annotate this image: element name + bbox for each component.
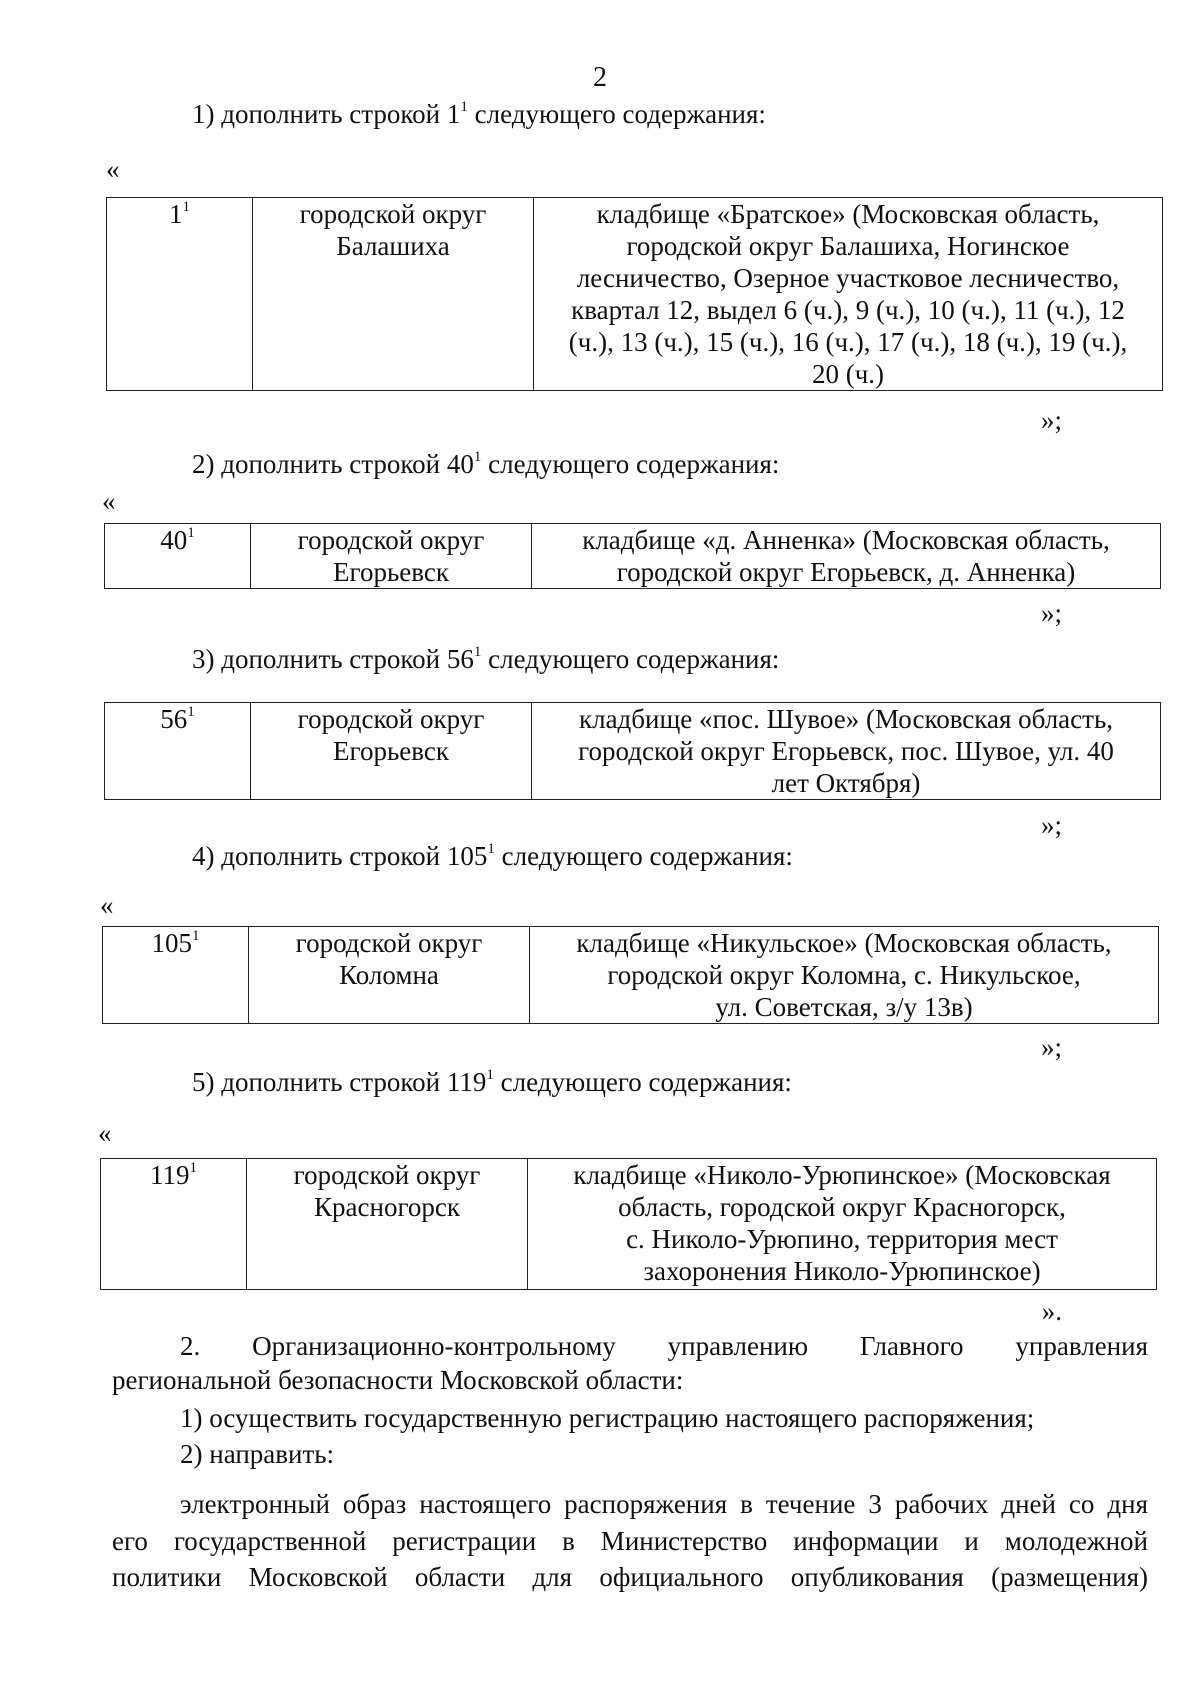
section-2-paragraph-line3: политики Московской области для официального опубликования (размещения) bbox=[112, 1562, 1148, 1592]
district-cell: городской округ Егорьевск bbox=[251, 524, 532, 589]
district-cell: городской округ Коломна bbox=[249, 927, 530, 1024]
item-2-open-quote: « bbox=[102, 486, 116, 516]
item-3-table bbox=[104, 702, 1161, 800]
item-5-intro: 5) дополнить строкой $119^1$ следующего содержания: bbox=[192, 1067, 792, 1097]
section-2-sub1: 1) осуществить государственную регистрацию настоящего распоряжения; bbox=[180, 1403, 1035, 1433]
item-1-close-quote: »; bbox=[1040, 405, 1062, 435]
item-3-intro: 3) дополнить строкой $56^1$ следующего содержания: bbox=[192, 644, 780, 674]
item-1-intro-suffix: следующего содержания: bbox=[467, 99, 766, 129]
section-2-heading-line2: региональной безопасности Московской области: bbox=[112, 1365, 684, 1395]
section-2-paragraph-line1: электронный образ настоящего распоряжения в течение 3 рабочих дней со дня bbox=[180, 1489, 1148, 1519]
description-cell: кладбище «пос. Шувое» (Московская область, городской округ Егорьевск, пос. Шувое, ул. 40 лет Октября) bbox=[532, 703, 1161, 800]
item-5-open-quote: « bbox=[98, 1118, 112, 1148]
row-number-cell: $119^1$ bbox=[101, 1159, 247, 1290]
item-1-table bbox=[106, 197, 1163, 391]
item-4-open-quote: « bbox=[100, 890, 114, 920]
item-1-open-quote: « bbox=[106, 154, 120, 184]
table-row bbox=[107, 198, 1163, 391]
description-cell: кладбище «Братское» (Московская область, городской округ Балашиха, Ногинское лесничество, Озерное участковое лесничество, квартал 12, выдел 6 (ч.), 9 (ч.), 10 (ч.), 11 (ч.), 12 (ч.), 13 (ч.), 15 (ч.), 16 (ч.), 17 (ч.), 18 (ч.), 19 (ч.), 20 (ч.) bbox=[534, 198, 1163, 391]
item-2-table bbox=[104, 523, 1161, 589]
table-row bbox=[105, 703, 1161, 800]
district-cell: городской округ Красногорск bbox=[247, 1159, 528, 1290]
item-3-close-quote: »; bbox=[1040, 810, 1062, 840]
section-2-sub2: 2) направить: bbox=[180, 1439, 335, 1469]
item-5-table bbox=[100, 1158, 1157, 1290]
row-number-cell: $40^1$ bbox=[105, 524, 251, 589]
table-row bbox=[105, 524, 1161, 589]
row-number-cell: $56^1$ bbox=[105, 703, 251, 800]
page-number: 2 bbox=[593, 62, 607, 93]
item-4-close-quote: »; bbox=[1040, 1032, 1062, 1062]
item-1-intro bbox=[192, 98, 766, 130]
row-number-cell: $105^1$ bbox=[103, 927, 249, 1024]
item-5-close-quote: ». bbox=[1041, 1296, 1062, 1326]
item-1-intro-prefix: 1) дополнить строкой 1 bbox=[192, 99, 461, 129]
item-4-intro: 4) дополнить строкой $105^1$ следующего содержания: bbox=[192, 841, 793, 871]
item-2-intro: 2) дополнить строкой $40^1$ следующего содержания: bbox=[192, 449, 780, 479]
table-row bbox=[101, 1159, 1157, 1290]
description-cell: кладбище «Никульское» (Московская область, городской округ Коломна, с. Никульское, ул. Советская, з/у 13в) bbox=[530, 927, 1159, 1024]
row-number-cell: $1^1$ bbox=[107, 198, 253, 391]
item-4-table bbox=[102, 926, 1159, 1024]
district-cell: городской округ Егорьевск bbox=[251, 703, 532, 800]
description-cell: кладбище «д. Анненка» (Московская область, городской округ Егорьевск, д. Анненка) bbox=[532, 524, 1161, 589]
section-2-paragraph-line2: его государственной регистрации в Министерство информации и молодежной bbox=[112, 1526, 1148, 1556]
item-1-intro-sup: 1 bbox=[460, 99, 468, 115]
section-2-heading-line1: 2. Организационно-контрольному управлению Главного управления bbox=[180, 1331, 1148, 1361]
item-2-close-quote: »; bbox=[1040, 598, 1062, 628]
description-cell: кладбище «Николо-Урюпинское» (Московская область, городской округ Красногорск, с. Николо-Урюпино, территория мест захоронения Николо-Урюпинское) bbox=[528, 1159, 1157, 1290]
table-row bbox=[103, 927, 1159, 1024]
district-cell: городской округ Балашиха bbox=[253, 198, 534, 391]
